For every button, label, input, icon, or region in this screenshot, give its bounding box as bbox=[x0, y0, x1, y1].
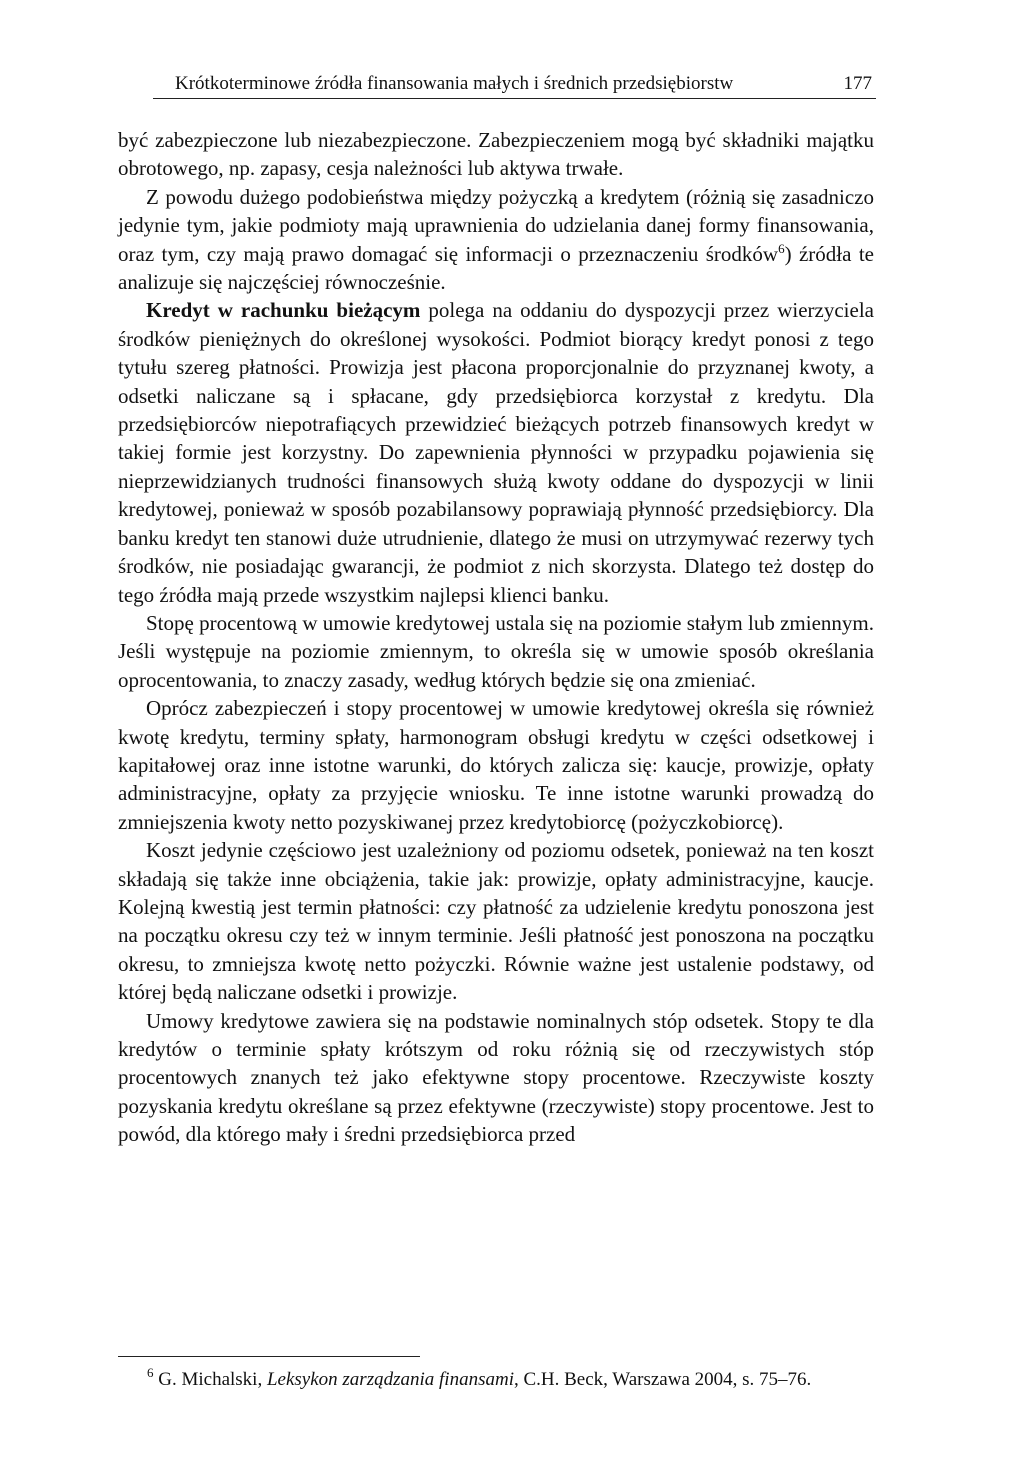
paragraph-3-text: polega na oddaniu do dyspozycji przez wierzyciela środków pieniężnych do określonej wysokości. Podmiot biorący kredyt ponosi z tego tytułu szereg płatności. Prowizja jest płacona proporcjonalnie do przyznanej kwoty, a odsetki naliczane są i spłacane, gdy przedsiębiorca korzystał z kredytu. Dla przedsiębiorców niepotrafiących przewidzieć bieżących potrzeb finansowych kredyt w takiej formie jest korzystny. Do zapewnienia płynności w przypadku pojawienia się nieprzewidzianych trudności finansowych służą kwoty oddane do dyspozycji w linii kredytowej, ponieważ w sposób pozabilansowy poprawiają płynność przedsiębiorcy. Dla banku kredyt ten stanowi duże utrudnienie, dlatego że musi on utrzymywać rezerwy tych środków, nie posiadając gwarancji, że podmiot z nich skorzysta. Dlatego też dostęp do tego źródła mają przede wszystkim najlepsi klienci banku. bbox=[118, 298, 874, 607]
paragraph-4 bbox=[118, 609, 874, 694]
paragraph-5-text: Oprócz zabezpieczeń i stopy procentowej w umowie kredytowej określa się również kwotę kredytu, terminy spłaty, harmonogram obsługi kredytu w części odsetkowej i kapitałowej oraz inne istotne warunki, do których zalicza się: kaucje, prowizje, opłaty administracyjne, opłaty za przyjęcie wniosku. Te inne istotne warunki prowadzą do zmniejszenia kwoty netto pozyskiwanej przez kredytobiorcę (pożyczkobiorcę). bbox=[118, 696, 874, 834]
running-header bbox=[153, 70, 876, 99]
bold-term: Kredyt w rachunku bieżącym bbox=[146, 298, 421, 323]
paragraph-5 bbox=[118, 694, 874, 836]
footnote-author: G. Michalski, bbox=[153, 1369, 267, 1390]
paragraph-7 bbox=[118, 1007, 874, 1149]
footnote-book-title: Leksykon zarządzania finansami bbox=[266, 1369, 514, 1390]
paragraph-2-text: Z powodu dużego podobieństwa między pożyczką a kredytem (różnią się zasadniczo jedynie tym, jakie podmioty mają uprawnienia do udzielania danej formy finansowania, oraz tym, czy mają prawo domagać się informacji o przeznaczeniu środków bbox=[118, 184, 874, 266]
footnote-publication: , C.H. Beck, Warszawa 2004, s. 75–76. bbox=[513, 1369, 812, 1390]
footnote-divider bbox=[118, 1356, 420, 1357]
paragraph-1-text: być zabezpieczone lub niezabezpieczone. Zabezpieczeniem mogą być składniki majątku obrotowego, np. zapasy, cesja należności lub aktywa trwałe. bbox=[118, 128, 874, 181]
paragraph-3 bbox=[118, 296, 874, 608]
paragraph-2 bbox=[118, 183, 874, 297]
paragraph-4-text: Stopę procentową w umowie kredytowej ustala się na poziomie stałym lub zmiennym. Jeśli występuje na poziomie zmiennym, to określa się w umowie sposób określania oprocentowania, to znaczy zasady, według których będzie się ona zmieniać. bbox=[118, 610, 874, 692]
paragraph-2-text-end: ) źródła te analizuje się najczęściej równocześnie. bbox=[118, 241, 874, 295]
body-text bbox=[118, 126, 874, 1149]
paragraph-7-text: Umowy kredytowe zawiera się na podstawie nominalnych stóp odsetek. Stopy te dla kredytów o terminie spłaty krótszym od roku różnią się od rzeczywistych stóp procentowych znanych też jako efektywne stopy procentowe. Rzeczywiste koszty pozyskania kredytu określane są przez efektywne (rzeczywiste) stopy procentowe. Jest to powód, dla którego mały i średni przedsiębiorca przed bbox=[118, 1008, 874, 1147]
paragraph-1 bbox=[118, 126, 874, 183]
footnote-reference: 6 bbox=[778, 240, 785, 256]
footnote bbox=[147, 1367, 874, 1393]
header-title: Krótkoterminowe źródła finansowania małych i średnich przedsiębiorstw bbox=[175, 73, 734, 94]
paragraph-6 bbox=[118, 836, 874, 1006]
page-number: 177 bbox=[843, 73, 872, 94]
footnote-marker: 6 bbox=[147, 1365, 154, 1380]
paragraph-6-text: Koszt jedynie częściowo jest uzależniony od poziomu odsetek, ponieważ na ten koszt składają się także inne obciążenia, takie jak: prowizje, opłaty administracyjne, kaucje. Kolejną kwestią jest termin płatności: czy płatność za udzielenie kredytu ponoszona jest na początku okresu czy też w innym terminie. Jeśli płatność jest ponoszona na początku okresu, to zmniejsza kwotę netto pożyczki. Równie ważne jest ustalenie podstawy, od której będą naliczane odsetki i prowizje. bbox=[118, 838, 874, 1005]
